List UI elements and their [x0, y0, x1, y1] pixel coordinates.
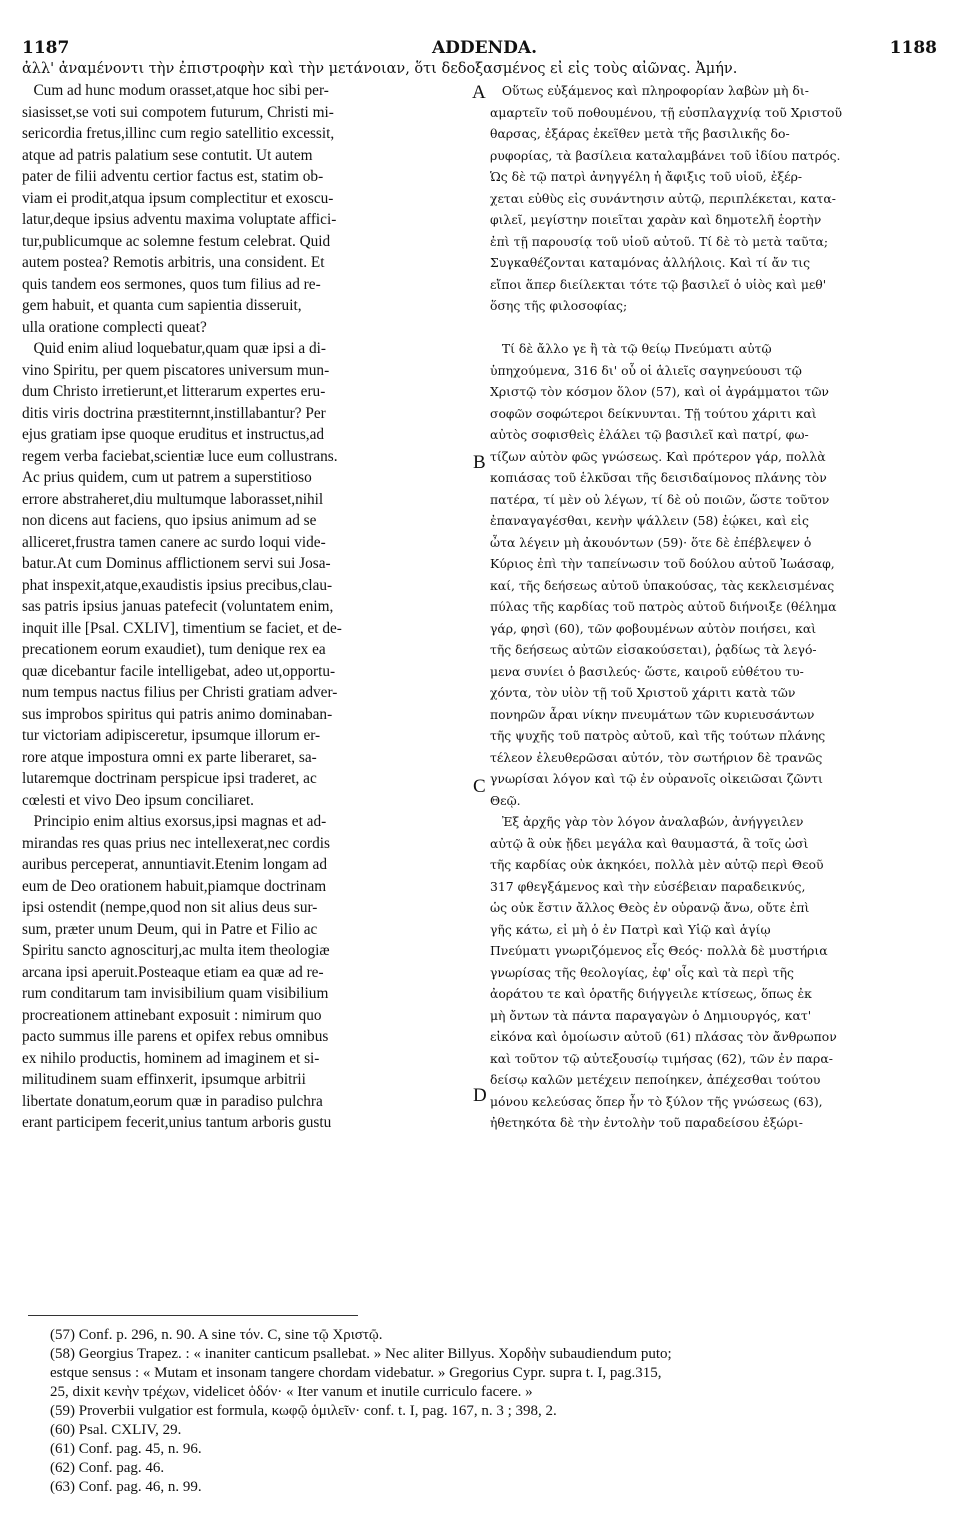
latin-text-line: mirandas res quas prius nec intellexerat,nec cordis	[22, 834, 330, 852]
latin-text-line: sas patris ipsius januas patefecit (voluntatem enim,	[22, 598, 334, 615]
greek-text-line: δείσῳ καλῶν μετέχειν πεποίηκεν, ἀπέχεσθαι τούτου	[490, 1072, 821, 1087]
greek-text-line: τῆς ψυχῆς τοῦ πατρὸς αὐτοῦ, καὶ τῆς τούτων πλάνης	[490, 728, 826, 743]
latin-text-line: errore abstraheret,diu multumque laborasset,nihil	[22, 490, 324, 508]
greek-text-line: εἴποι ἅπερ διείλεκται τότε τῷ βασιλεῖ ὁ υἱὸς καὶ μεθ'	[490, 276, 827, 292]
latin-text-line: num tempus nactus filius per Christi gratiam adver-	[22, 684, 338, 701]
latin-text-line: Ac prius quidem, cum ut patrem a superstitioso	[22, 469, 312, 486]
latin-text-line: tur victoriam adipisceretur, ipsumque illorum er-	[22, 727, 321, 744]
latin-text-line: tur,publicumque ac solemne festum celebrat. Quid	[22, 232, 331, 250]
latin-text-line: regem verba faciebat,scientiæ luce eum collustrans.	[22, 447, 338, 465]
latin-column	[22, 80, 470, 1134]
latin-text-line: rore atque impostura omni ex parte liberaret, sa-	[22, 748, 317, 766]
greek-text-line	[490, 317, 945, 339]
latin-text-line: viam ei prodit,atqua ipsum complectitur et exoscu-	[22, 189, 334, 207]
latin-text-line: sum, præter unum Deum, qui in Patre et Filio ac	[22, 920, 318, 938]
latin-text-line: siasisset,se voti sui compotem futurum, Christi mi-	[22, 103, 334, 121]
latin-text-line: alliceret,frustra tamen canere ac surdo loqui vide-	[22, 533, 326, 551]
greek-text-line: αμαρτεῖν τοῦ ποθουμένου, τῇ εὐσπλαγχνίᾳ τοῦ Χριστοῦ	[490, 104, 843, 120]
latin-text-line: lutaremque doctrinam perspicue ipsi traderet, ac	[22, 770, 317, 787]
greek-text-line: τέλεον ἐλευθερῶσαι αὐτόν, τὸν σωτήριον δὲ τρανῶς	[490, 749, 823, 765]
footnote-line: (61) Conf. pag. 45, n. 96.	[50, 1441, 202, 1457]
latin-text-line: cœlesti et vivo Deo ipsum conciliaret.	[22, 791, 254, 809]
greek-text-line: καί, τῆς δεήσεως αὐτοῦ ὑπακούσας, τὰς κεκλεισμένας	[490, 577, 835, 593]
latin-text-line: pater de filii adventu certior factus est, statim ob-	[22, 168, 324, 185]
greek-text-line: 317 φθεγξάμενος καὶ τὴν εὐσέβειαν παραδεικνύς,	[490, 878, 806, 894]
latin-text-line: batur.At cum Dominus afflictionem servi sui Josa-	[22, 555, 331, 572]
greek-text-line: Θεῷ.	[490, 792, 521, 808]
latin-text-line: ditis viris doctrina præstiternnt,instillabantur? Per	[22, 404, 326, 422]
greek-text-line: γάρ, φησὶ (60), τῶν φοβουμένων αὐτὸν ποιήσει, καὶ	[490, 620, 817, 636]
greek-text-line: πονηρῶν ἆραι νίκην πνευμάτων τῶν κυριευσάντων	[490, 706, 815, 722]
greek-text-line: ὅσης τῆς φιλοσοφίας;	[490, 298, 628, 313]
greek-text-line: πύλας τῆς καρδίας τοῦ πατρὸς αὐτοῦ διήνοιξε (θέλημα	[490, 599, 837, 614]
greek-text-line: ὦτα λέγειν μὴ ἀκουόντων (59)· ὅτε δὲ ἐπέβλεψεν ὁ	[490, 534, 812, 550]
greek-text-line: ἐπὶ τῇ παρουσίᾳ τοῦ υἱοῦ αὐτοῦ. Τί δὲ τὸ μετὰ ταῦτα;	[490, 233, 829, 249]
footnote-line: (57) Conf. p. 296, n. 90. A sine τόν. C, sine τῷ Χριστῷ.	[50, 1327, 383, 1343]
top-line: ἀλλ' ἀναμένοντι τὴν ἐπιστροφὴν καὶ τὴν μετάνοιαν, ὅτι δεδοξασμένος εἶ εἰς τοὺς αἰῶνας. Ἀμήν.	[22, 61, 738, 77]
greek-text-line: ἠθετηκότα δὲ τὴν ἐντολὴν τοῦ παραδείσου ἐξώρι-	[490, 1115, 803, 1130]
latin-text-line: atque ad patris palatium sese contutit. Ut autem	[22, 146, 313, 164]
footnote-line: (62) Conf. pag. 46.	[50, 1460, 165, 1476]
margin-marker-b: B	[473, 452, 486, 473]
latin-text-line: ulla oratione complecti queat?	[22, 318, 207, 336]
greek-text-line: σοφῶν σοφώτεροι δείκνυνται. Τῇ τούτου χάριτι καὶ	[490, 405, 817, 421]
greek-text-line: εἰκόνα καὶ ὁμοίωσιν αὐτοῦ (61) πλάσας τὸν ἄνθρωπον	[490, 1029, 837, 1044]
latin-text-line: arcana ipsi aperuit.Posteaque etiam ea quæ ad re-	[22, 963, 324, 981]
latin-text-line: erant participem fecerit,unius tantum arboris gustu	[22, 1114, 332, 1131]
footnote-line: estque sensus : « Mutam et insonam tangere chordam videbatur. » Gregorius Cypr. supra t. I, pag.315,	[50, 1365, 662, 1381]
footnote-line: 25, dixit κενὴν τρέχων, videlicet ὁδόν· « Iter vanum et inutile curriculo facere. »	[50, 1384, 533, 1400]
greek-text-line: γῆς κάτω, εἰ μὴ ὁ ἐν Πατρὶ καὶ Υἱῷ καὶ ἁγίῳ	[490, 921, 771, 937]
footnote-line: (59) Proverbii vulgatior est formula, κωφῷ ὁμιλεῖν· conf. t. I, pag. 167, n. 3 ; 398, 2.	[50, 1403, 557, 1419]
greek-text-line: Συγκαθέζονται καταμόνας ἀλλήλοις. Καὶ τί ἄν τις	[490, 255, 811, 270]
latin-text-line: vino Spiritu, per quem piscatores universum mun-	[22, 361, 330, 379]
running-title: ADDENDA.	[431, 38, 538, 58]
greek-text-line: φιλεῖ, μεγίστην ποιεῖται χαρὰν καὶ δημοτελῆ ἑορτὴν	[490, 212, 822, 227]
page-number-right: 1188	[889, 38, 937, 58]
latin-text-line: Cum ad hunc modum orasset,atque hoc sibi per-	[22, 82, 329, 99]
latin-text-line: procreationem attinebant exposuit : nimirum quo	[22, 1006, 322, 1024]
latin-text-line: quæ dicebantur facile intelligebat, adeo ut,opportu-	[22, 662, 336, 680]
latin-text-line: dum Christo irretierunt,et litterarum expertes eru-	[22, 383, 326, 400]
greek-text-line: γνωρίσας τῆς θεολογίας, ἐφ' οἷς καὶ τὰ περὶ τῆς	[490, 964, 794, 980]
latin-text-line: pacto summus ille parens et opifex rebus omnibus	[22, 1028, 329, 1045]
greek-text-line: Ὡς δὲ τῷ πατρὶ ἀνηγγέλη ἡ ἄφιξις τοῦ υἱοῦ, ἐξέρ-	[490, 169, 803, 184]
greek-text-line: χεται εὐθὺς εἰς συνάντησιν αὐτῷ, περιπλέκεται, κατα-	[490, 190, 836, 206]
footnote-rule	[28, 1315, 358, 1316]
greek-text-line: τῆς καρδίας οὐκ ἀκηκόει, πολλὰ μὲν αὐτῷ περὶ Θεοῦ	[490, 857, 824, 872]
margin-marker-d: D	[473, 1085, 487, 1106]
latin-text-line: Quid enim aliud loquebatur,quam quæ ipsi a di-	[22, 340, 327, 357]
latin-text-line: gem habuit, et quanta cum sapientia disseruit,	[22, 297, 302, 314]
greek-text-line: αὐτὸς σοφισθεὶς ἐλάλει τῷ βασιλεῖ καὶ πατρί, φω-	[490, 427, 809, 442]
latin-text-line: autem postea? Remotis arbitris, una consident. Et	[22, 254, 325, 271]
greek-text-line: μὴ ὄντων τὰ πάντα παραγαγὼν ὁ Δημιουργός, κατ'	[490, 1007, 812, 1023]
page-number-left: 1187	[22, 38, 70, 58]
footnote-line: (58) Georgius Trapez. : « inaniter canticum psallebat. » Nec aliter Billyus. Χορδὴν subaudiendum puto;	[50, 1346, 672, 1362]
greek-text-line: ἐπαναγαγέσθαι, κενὴν ψάλλειν (58) ἐῴκει, καὶ εἰς	[490, 513, 809, 528]
greek-text-line: κοπιάσας τοῦ ἑλκῦσαι τῆς δεισιδαίμονος πλάνης τὸν	[490, 470, 827, 485]
greek-text-line: ὑπηχούμενα, 316 δι' οὗ οἱ ἁλιεῖς σαγηνεύουσι τῷ	[490, 362, 802, 378]
latin-text-line: Principio enim altius exorsus,ipsi magnas et ad-	[22, 813, 327, 830]
latin-text-line: sericordia fretus,illinc cum regio satellitio excessit,	[22, 125, 335, 142]
greek-text-line: ρυφορίας, τὰ βασίλεια καταλαμβάνει τοῦ ἰδίου πατρός.	[490, 147, 841, 163]
footnote-line: (63) Conf. pag. 46, n. 99.	[50, 1479, 202, 1495]
footnote-line: (60) Psal. CXLIV, 29.	[50, 1422, 182, 1438]
latin-text-line: latur,deque ipsius adventu maxima voluptate affici-	[22, 211, 337, 228]
latin-text-line: libertate donatum,eorum quæ in paradiso pulchra	[22, 1092, 323, 1110]
greek-text-line: τίζων αὐτὸν φῶς γνώσεως. Καὶ πρότερον γάρ, πολλὰ	[490, 448, 826, 464]
greek-text-line: χόντα, τὸν υἱὸν τῇ τοῦ Χριστοῦ χάριτι κατὰ τῶν	[490, 685, 796, 700]
latin-text-line: Spiritu sancto agnosciturj,ac multa item theologiæ	[22, 942, 330, 959]
latin-text-line: rum conditarum tam invisibilium quam visibilium	[22, 985, 329, 1002]
margin-marker-a: A	[472, 82, 486, 103]
greek-text-line: μόνου κελεύσας ὅπερ ἦν τὸ ξύλον τῆς γνώσεως (63),	[490, 1093, 823, 1109]
greek-text-line: Οὕτως εὐξάμενος καὶ πληροφορίαν λαβὼν μὴ δι-	[490, 83, 809, 98]
latin-text-line: ejus gratiam ipse quoque eruditus et instructus,ad	[22, 426, 325, 443]
latin-text-line: auribus perceperat, annuntiavit.Etenim longam ad	[22, 856, 327, 873]
greek-text-line: πατέρα, τί μὲν οὐ λέγων, τί δὲ οὐ ποιῶν, ὥστε τοῦτον	[490, 491, 830, 507]
greek-text-line: αὐτῷ ἃ οὐκ ᾔδει μεγάλα καὶ θαυμαστά, ἃ τοῖς ὠσὶ	[490, 835, 809, 851]
margin-marker-c: C	[473, 776, 486, 797]
latin-text-line: ipsi ostendit (nempe,quod non sit alius deus sur-	[22, 899, 318, 916]
greek-text-line: καὶ τοῦτον τῷ αὐτεξουσίῳ τιμήσας (62), τῶν ἐν παρα-	[490, 1050, 833, 1066]
greek-text-line: γνωρίσαι λόγον καὶ τῷ ἐν οὐρανοῖς οἰκειῶσαι ζῶντι	[490, 771, 823, 786]
footnotes	[50, 1326, 950, 1497]
greek-column	[490, 80, 945, 1134]
latin-text-line: militudinem suam effinxerit, ipsumque arbitrii	[22, 1071, 306, 1088]
latin-text-line: quis tandem eos sermones, quos tum filius ad re-	[22, 275, 321, 293]
latin-text-line: phat inspexit,atque,exaudistis ipsius precibus,clau-	[22, 576, 333, 594]
greek-text-line: Τί δὲ ἄλλο γε ἢ τὰ τῷ θείῳ Πνεύματι αὐτῷ	[490, 341, 772, 356]
greek-text-line: τῆς δεήσεως αὐτῶν εἰσακούσεται), ῥᾳδίως τὰ λεγό-	[490, 642, 817, 657]
greek-text-line: Ἐξ ἀρχῆς γὰρ τὸν λόγον ἀναλαβών, ἀνήγγειλεν	[490, 814, 804, 829]
greek-text-line: Πνεύματι γνωριζόμενος εἷς Θεός· πολλὰ δὲ μυστήρια	[490, 943, 828, 958]
latin-text-line: inquit ille [Psal. CXLIV], timentium se faciet, et de-	[22, 619, 342, 637]
latin-text-line: ex nihilo productis, hominem ad imaginem et si-	[22, 1049, 320, 1067]
greek-text-line: ὡς οὐκ ἔστιν ἄλλος Θεὸς ἐν οὐρανῷ ἄνω, οὔτε ἐπὶ	[490, 900, 810, 915]
greek-text-line: Χριστῷ τὸν κόσμον ὅλον (57), καὶ οἱ ἀγράμματοι τῶν	[490, 384, 829, 399]
latin-text-line: eum de Deo orationem habuit,piamque doctrinam	[22, 877, 327, 895]
latin-text-line: sus improbos spiritus qui patris animo dominaban-	[22, 705, 333, 723]
greek-text-line: μενα συνίει ὁ βασιλεύς· ὥστε, καιροῦ εὐθέτου τυ-	[490, 663, 804, 679]
greek-text-line: Κύριος ἐπὶ τὴν ταπείνωσιν τοῦ δούλου αὐτοῦ Ἰωάσαφ,	[490, 556, 835, 571]
greek-text-line: θαρσας, ἐξάρας ἐκεῖθεν μετὰ τῆς βασιλικῆς δο-	[490, 126, 790, 141]
greek-text-line: ἀοράτου τε καὶ ὁρατῆς διήγγειλε κτίσεως, ὅπως ἐκ	[490, 986, 812, 1001]
latin-text-line: precationem eorum exaudiet), tum denique rex ea	[22, 641, 326, 658]
latin-text-line: non dicens aut faciens, quo ipsius animum ad se	[22, 512, 317, 529]
